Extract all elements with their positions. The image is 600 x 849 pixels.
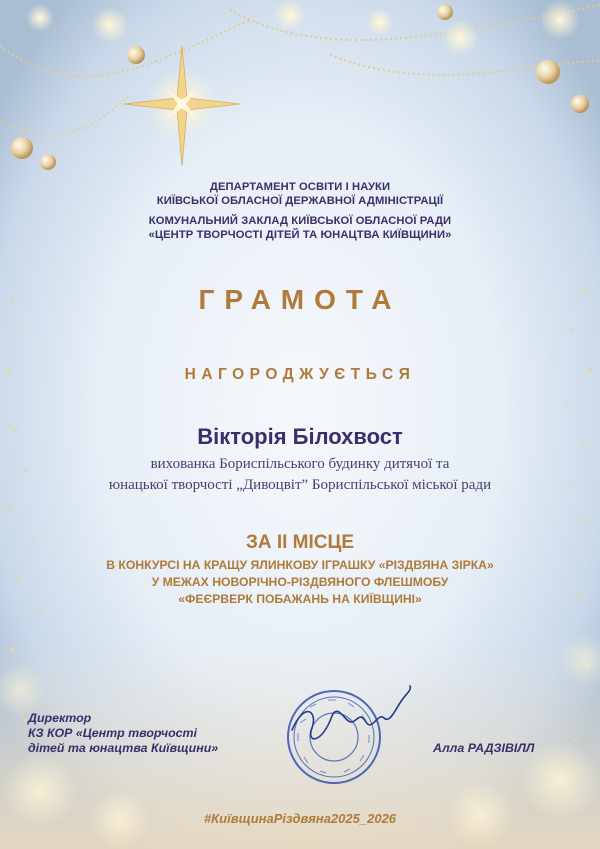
award-line-3: «ФЕЄРВЕРК ПОБАЖАНЬ НА КИЇВЩИНІ» — [178, 592, 422, 606]
award-place: ЗА ІІ МІСЦЕ — [245, 532, 355, 553]
recipient-name: Вікторія Білохвост — [197, 424, 403, 449]
award-line-2: У МЕЖАХ НОВОРІЧНО-РІЗДВЯНОГО ФЛЕШМОБУ — [151, 575, 449, 589]
hashtag: #КиївщинаРіздвяна2025_2026 — [203, 811, 397, 826]
signer-role-line-1: Директор — [28, 711, 92, 725]
signer-name: Алла РАДЗІВІЛЛ — [433, 741, 535, 755]
header-line-4: «ЦЕНТР ТВОРЧОСТІ ДІТЕЙ ТА ЮНАЦТВА КИЇВЩИНИ» — [148, 229, 452, 241]
certificate-title: ГРАМОТА — [198, 284, 402, 315]
recipient-desc-line-2: юнацької творчості „Дивоцвіт” Бориспільської міської ради — [108, 477, 492, 493]
header-line-2: КИЇВСЬКОЇ ОБЛАСНОЇ ДЕРЖАВНОЇ АДМІНІСТРАЦІЇ — [156, 195, 444, 207]
signer-role-line-2: КЗ КОР «Центр творчості — [28, 726, 198, 740]
recipient-desc-line-1: вихованка Бориспільського будинку дитячої та — [150, 456, 450, 472]
header-line-1: ДЕПАРТАМЕНТ ОСВІТИ І НАУКИ — [209, 181, 391, 193]
header-line-3: КОМУНАЛЬНИЙ ЗАКЛАД КИЇВСЬКОЇ ОБЛАСНОЇ РАДИ — [148, 215, 452, 227]
award-line-1: В КОНКУРСІ НА КРАЩУ ЯЛИНКОВУ ІГРАШКУ «РІЗДВЯНА ЗІРКА» — [106, 558, 494, 572]
signer-role-line-3: дітей та юнацтва Київщини» — [28, 741, 219, 755]
certificate-subtitle: НАГОРОДЖУЄТЬСЯ — [184, 366, 416, 383]
